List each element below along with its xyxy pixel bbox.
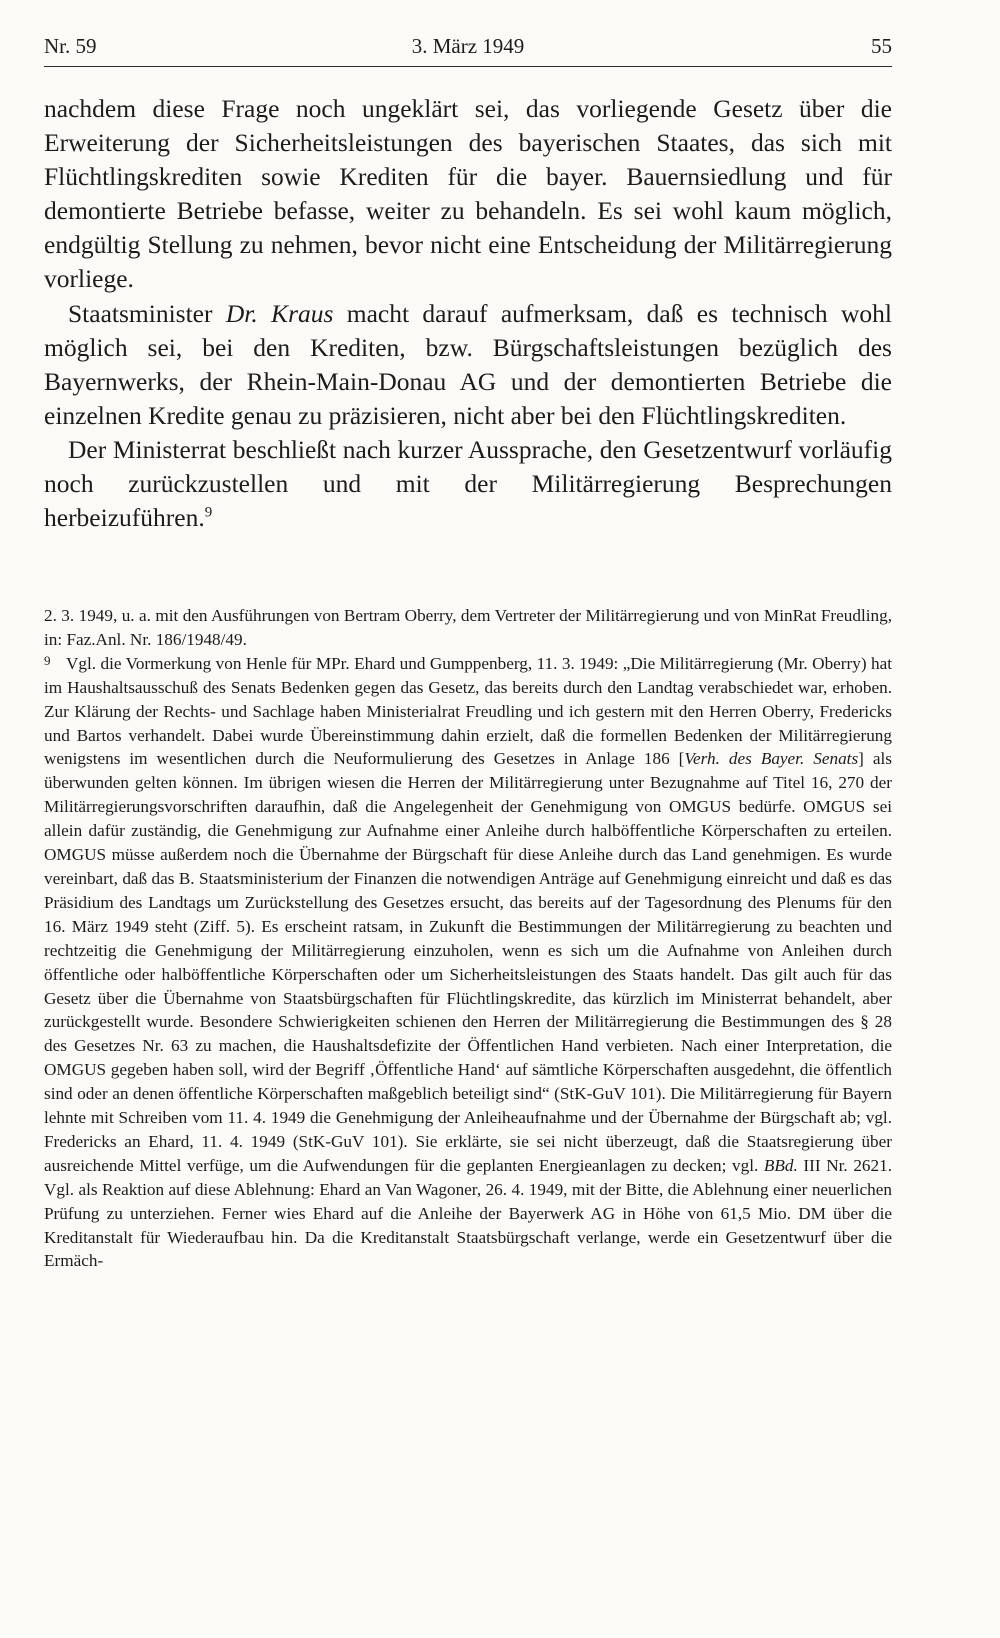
running-header xyxy=(44,32,892,67)
header-date: 3. März 1949 xyxy=(411,34,525,58)
footnote-9-citation-senate: Verh. des Bayer. Senats xyxy=(684,749,859,769)
footnote-9-part-2: ] als überwunden gelten können. Im übrigen wiesen die Herren der Militärregierung unter Bezugnahme auf Titel 16, 270 der Militärregierungsvorschriften daraufhin, daß die Angelegenheit der Genehmigung von OMGUS bedürfe. OMGUS sei allein dafür zuständig, die Genehmigung zur Aufnahme einer Anleihe durch halböffentliche Körperschaften zu erteilen. OMGUS müsse außerdem noch die Übernahme der Bürgschaft für diese Anleihe durch das Land genehmigen. Es wurde vereinbart, daß das B. Staatsministerium der Finanzen die notwendigen Anträge auf Genehmigung einreicht und daß es das Präsidium des Landtags um Zurückstellung des Gesetzes ersucht, das bereits auf der Tagesordnung des Plenums für den 16. März 1949 steht (Ziff. 5). Es erscheint ratsam, in Zukunft die Bestimmungen der Militärregierung zu beachten und rechtzeitig die Genehmigung der Militärregierung einzuholen, wenn es sich um die Aufnahme von Anleihen durch öffentliche oder halböffentliche Körperschaften oder um Sicherheitsleistungen des Staats handelt. Das gilt auch für das Gesetz über die Übernahme von Staatsbürgschaften für Flüchtlingskredite, das kürzlich im Ministerrat behandelt, aber zurückgestellt wurde. Besondere Schwierigkeiten schienen den Herren der Militärregierung die Bestimmungen des § 28 des Gesetzes Nr. 63 zu machen, die Haushaltsdefizite der Öffentlichen Hand verbieten. Nach einer Interpretation, die OMGUS gegeben haben soll, wird der Begriff ‚Öffentliche Hand‘ auf sämtliche Körperschaften ausgedehnt, die öffentlich sind oder an denen öffentliche Körperschaften maßgeblich beteiligt sind“ (StK-GuV 101). Die Militärregierung für Bayern lehnte mit Schreiben vom 11. 4. 1949 die Genehmigung der Anleiheaufnahme und der Übernahme der Bürgschaft ab; vgl. Fredericks an Ehard, 11. 4. 1949 (StK-GuV 101). Sie erklärte, sie sei nicht überzeugt, daß die Staatsregierung über ausreichende Mittel verfüge, um die Aufwendungen für die geplanten Energieanlagen zu decken; vgl. xyxy=(44,749,892,1175)
page-number: 55 xyxy=(871,34,892,58)
main-text xyxy=(44,92,892,535)
footnote-9-text xyxy=(44,652,892,1274)
footnote-9-number: 9 xyxy=(44,652,51,668)
paragraph-2-prefix: Staatsminister xyxy=(68,298,226,328)
paragraph-2-rest: macht darauf aufmerksam, daß es technisch wohl möglich sei, bei den Krediten, bzw. Bürgschaftsleistungen bezüglich des Bayernwerks, der Rhein-Main-Donau AG und der demontierten Betriebe die einzelnen Kredite genau zu präzisieren, nicht aber bei den Flüchtlingskrediten. xyxy=(44,298,892,430)
footnote-9-citation-bbd: BBd. xyxy=(763,1155,798,1175)
body-paragraph-2 xyxy=(44,297,892,433)
footnote-continued: 2. 3. 1949, u. a. mit den Ausführungen von Bertram Oberry, dem Vertreter der Militärregierung und von MinRat Freudling, in: Faz.Anl. Nr. 186/1948/49. xyxy=(44,606,892,649)
paragraph-3-text: Der Ministerrat beschließt nach kurzer Aussprache, den Gesetzentwurf vorläufig noch zurückzustellen und mit der Militärregierung Besprechungen herbeizuführen. xyxy=(44,434,892,533)
footnote-9-part-1: Vgl. die Vormerkung von Henle für MPr. Ehard und Gumppenberg, 11. 3. 1949: „Die Militärregierung (Mr. Oberry) hat im Haushaltsausschuß des Senats Bedenken gegen das Gesetz, das bereits durch den Landtag verabschiedet war, erhoben. Zur Klärung der Rechts- und Sachlage haben Ministerialrat Freudling und ich gestern mit den Herren Oberry, Fredericks und Bartos verhandelt. Dabei wurde Übereinstimmung dahin erzielt, daß die formellen Bedenken der Militärregierung wenigstens im wesentlichen durch die Neuformulierung des Gesetzes in Anlage 186 [ xyxy=(44,653,892,769)
footnote-9-part-3: III Nr. 2621. Vgl. als Reaktion auf diese Ablehnung: Ehard an Van Wagoner, 26. 4. 1949, mit der Bitte, die Ablehnung einer neuerlichen Prüfung zu unterziehen. Ferner wies Ehard auf die Anleihe der Bayerwerk AG in Höhe von 61,5 Mio. DM über die Kreditanstalt für Wiederaufbau hin. Da die Kreditanstalt Staatsbürgschaft verlange, werde ein Gesetzentwurf über die Ermäch- xyxy=(44,1155,893,1271)
footnote-reference-9: 9 xyxy=(204,504,213,521)
body-paragraph-1: nachdem diese Frage noch ungeklärt sei, das vorliegende Gesetz über die Erweiterung der Sicherheitsleistungen des bayerischen Staates, das sich mit Flüchtlingskrediten sowie Krediten für die bayer. Bauernsiedlung und für demontierte Betriebe befasse, weiter zu behandeln. Es sei wohl kaum möglich, endgültig Stellung zu nehmen, bevor nicht eine Entscheidung der Militärregierung vorliege. xyxy=(44,94,892,294)
body-paragraph-3 xyxy=(44,433,892,535)
speaker-name: Dr. Kraus xyxy=(225,298,334,328)
footnote-9 xyxy=(44,652,892,1274)
issue-number: Nr. 59 xyxy=(44,34,97,58)
footnotes xyxy=(44,604,892,1273)
